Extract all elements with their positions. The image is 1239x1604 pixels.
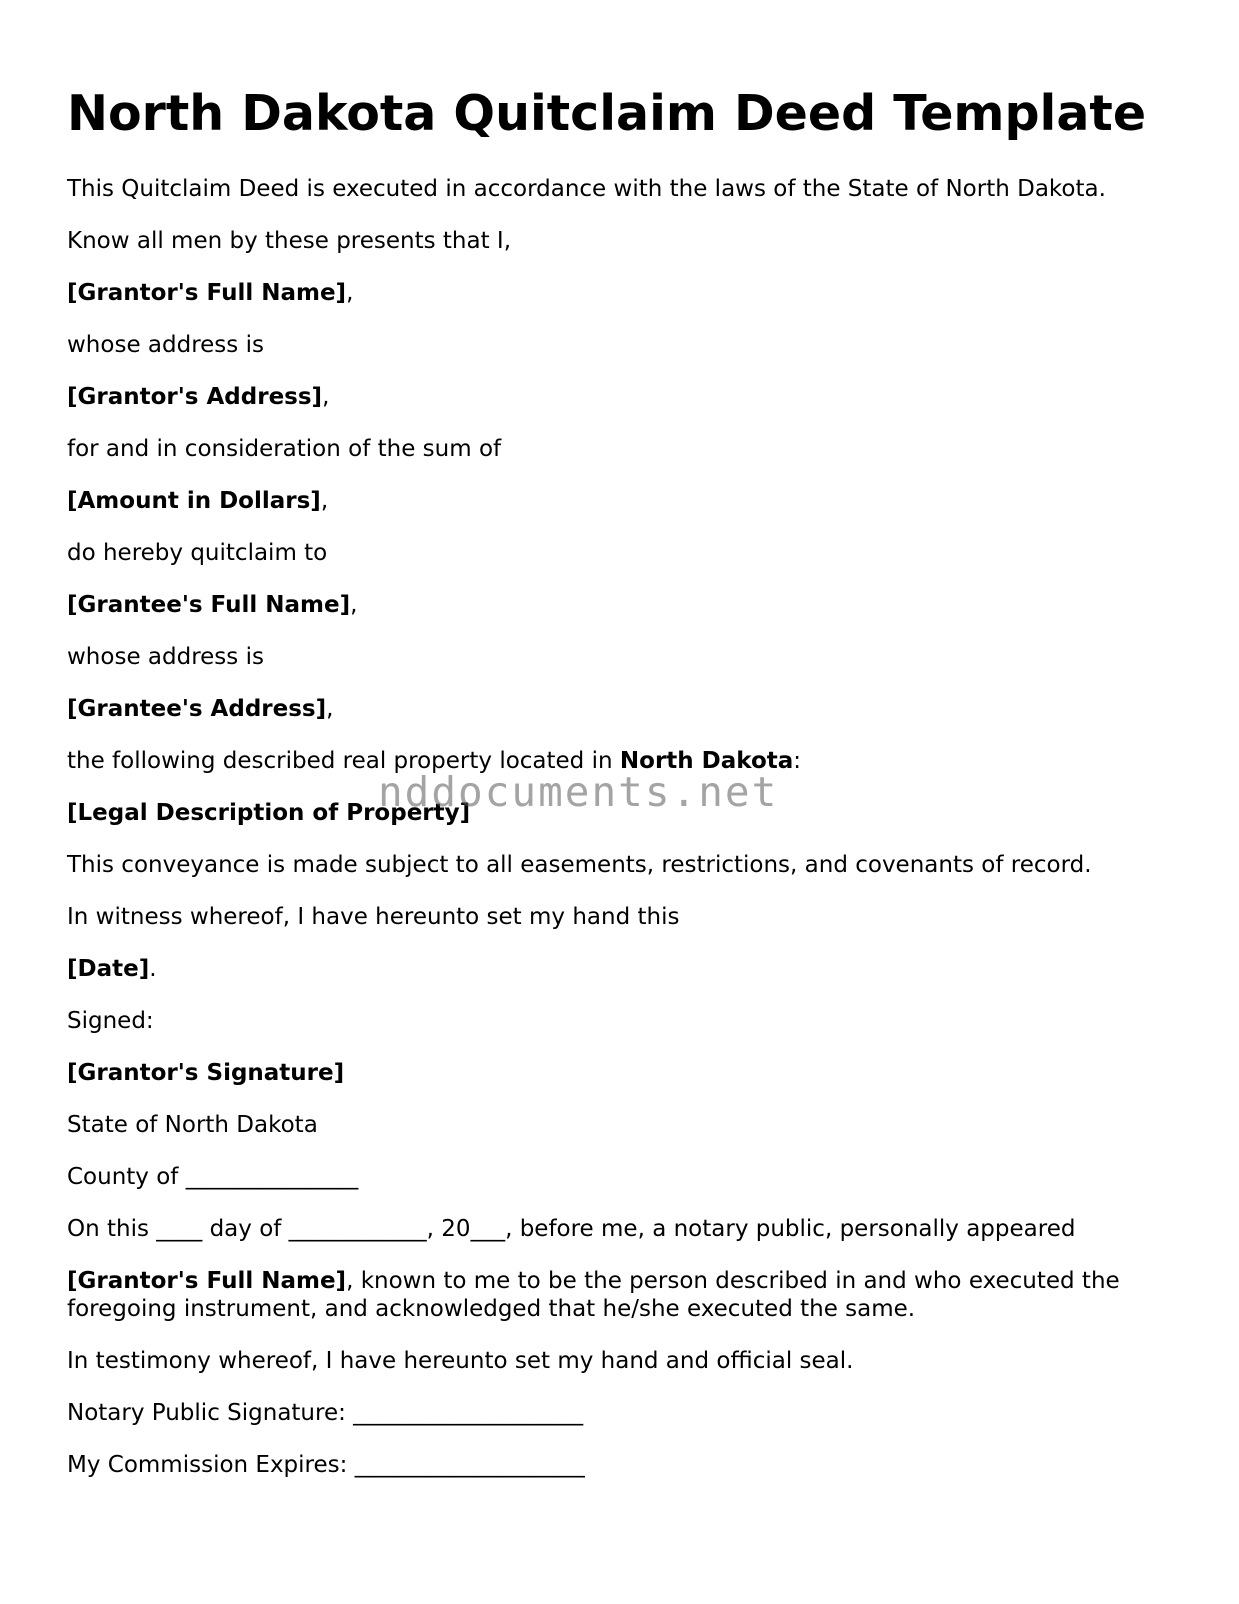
- legal-description-placeholder: [Legal Description of Property]: [67, 800, 471, 826]
- amount-line: [67, 487, 328, 515]
- signed-label: Signed:: [67, 1008, 154, 1034]
- period: .: [149, 956, 157, 982]
- grantor-signature-placeholder: [Grantor's Signature]: [67, 1060, 345, 1086]
- date-placeholder: [Date]: [67, 956, 150, 982]
- grantee-address-placeholder: [Grantee's Address]: [67, 696, 327, 722]
- grantor-address-placeholder: [Grantor's Address]: [67, 384, 323, 410]
- conveyance-paragraph: This conveyance is made subject to all easements, restrictions, and covenants of record.: [67, 852, 1092, 878]
- comma: ,: [326, 696, 334, 722]
- grantor-name-line: [67, 279, 353, 307]
- consideration-line: for and in consideration of the sum of: [67, 436, 502, 462]
- property-location-line: [67, 747, 801, 775]
- grantee-name-placeholder: [Grantee's Full Name]: [67, 592, 351, 618]
- quitclaim-to-line: do hereby quitclaim to: [67, 540, 328, 566]
- legal-description-line: [67, 799, 470, 827]
- notary-signature-line: Notary Public Signature: ____________________: [67, 1400, 584, 1426]
- state-line: State of North Dakota: [67, 1112, 318, 1138]
- acknowledgement-text: , known to me to be the person described in and who executed the foregoing instrument, and acknowledged that he/she executed the same.: [67, 1268, 1120, 1322]
- grantor-address-line: [67, 383, 329, 411]
- grantor-address-label: whose address is: [67, 332, 264, 358]
- acknowledgement-paragraph: [67, 1267, 1167, 1323]
- know-all-line: Know all men by these presents that I,: [67, 228, 512, 254]
- commission-expires-line: My Commission Expires: ____________________: [67, 1452, 585, 1478]
- grantor-name-placeholder: [Grantor's Full Name]: [67, 280, 347, 306]
- county-line: County of _______________: [67, 1164, 359, 1190]
- grantee-address-line: [67, 695, 333, 723]
- testimony-line: In testimony whereof, I have hereunto set my hand and official seal.: [67, 1348, 854, 1374]
- grantee-name-line: [67, 591, 357, 619]
- colon: :: [793, 748, 802, 774]
- property-state: North Dakota: [619, 748, 794, 774]
- grantor-signature-line: [67, 1059, 344, 1087]
- intro-paragraph: This Quitclaim Deed is executed in accordance with the laws of the State of North Dakota.: [67, 176, 1106, 202]
- date-line: [67, 955, 157, 983]
- grantor-name-placeholder: [Grantor's Full Name]: [67, 1268, 347, 1294]
- witness-line: In witness whereof, I have hereunto set my hand this: [67, 904, 680, 930]
- comma: ,: [322, 384, 330, 410]
- grantee-address-label: whose address is: [67, 644, 264, 670]
- watermark: nddocuments.net: [378, 768, 779, 816]
- comma: ,: [346, 280, 354, 306]
- document-title: North Dakota Quitclaim Deed Template: [67, 85, 1147, 142]
- comma: ,: [350, 592, 358, 618]
- comma: ,: [320, 488, 329, 514]
- property-prefix: the following described real property located in: [67, 748, 620, 774]
- on-this-line: On this ____ day of ____________, 20___, before me, a notary public, personally appeared: [67, 1216, 1076, 1242]
- amount-placeholder: [Amount in Dollars]: [67, 488, 321, 514]
